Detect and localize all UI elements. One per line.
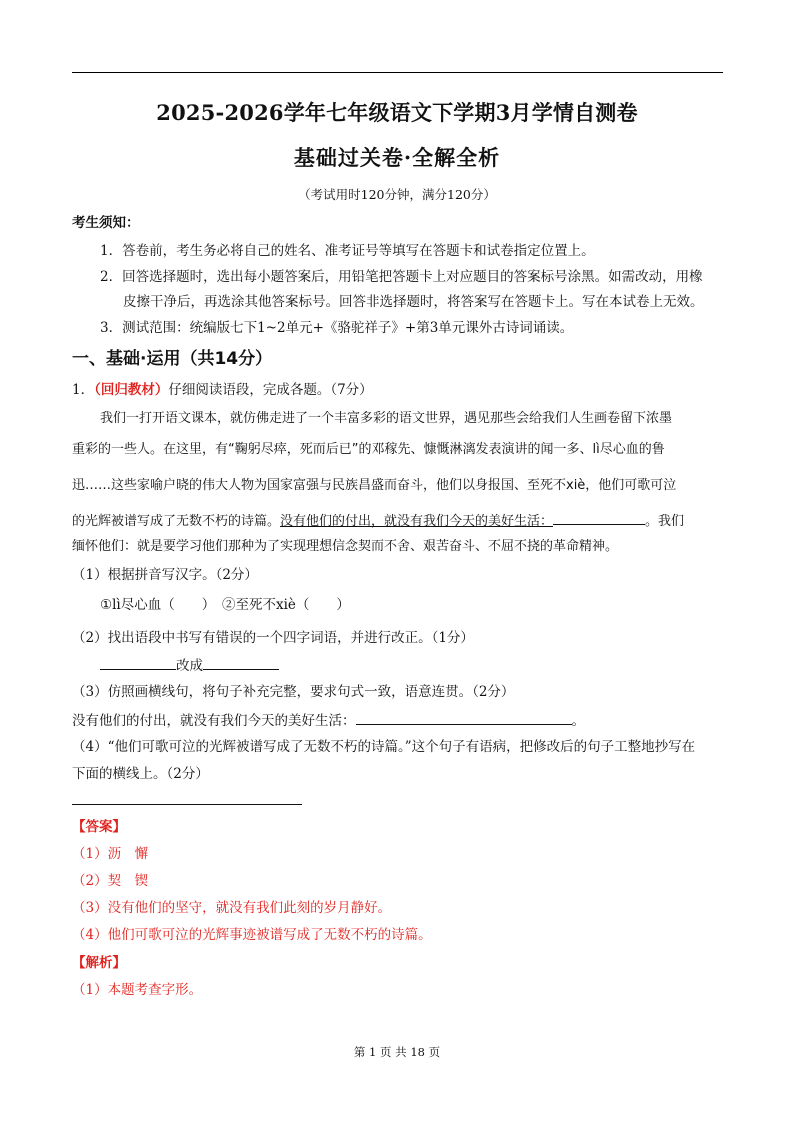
passage-line-4-end: 。我们	[645, 514, 685, 529]
passage-line-2: 重彩的一些人。在这里，有“鞠躬尽瘁，死而后已”的邓稼先、慷慨淋漓发表演讲的闻一多、lì尽心血的鲁	[72, 442, 665, 457]
passage-line-1: 我们一打开语文课本，就仿佛走进了一个丰富多彩的语文世界，遇见那些会给我们人生画卷留下浓墨	[100, 411, 673, 426]
answer-rule	[72, 804, 302, 805]
answer-3: （3）没有他们的坚守，就没有我们此刻的岁月静好。	[72, 900, 392, 916]
sub-question-4a: （4）“他们可歌可泣的光辉被谱写成了无数不朽的诗篇。”这个句子有语病，把修改后的句子工整地抄写在	[72, 739, 696, 755]
sub-question-4b: 下面的横线上。（2分）	[72, 766, 209, 782]
analysis-1: （1）本题考查字形。	[72, 982, 203, 998]
change-to-label: 改成	[176, 658, 203, 674]
answer-2: （2）契 锲	[72, 873, 149, 889]
instruction-item-2a: 2．回答选择题时，选出每小题答案后，用铅笔把答题卡上对应题目的答案标号涂黑。如需改动，用橡	[100, 269, 703, 285]
sub-question-1-items: ①lì尽心血（ ） ②至死不xiè（ ）	[100, 597, 350, 613]
sub-question-3: （3）仿照画横线句，将句子补充完整，要求句式一致，语意连贯。（2分）	[72, 684, 515, 700]
sub-question-1: （1）根据拼音写汉字。（2分）	[72, 567, 258, 583]
passage-line-4-start: 的光辉被谱写成了无数不朽的诗篇。	[72, 514, 281, 529]
sub-question-2-fill	[100, 656, 279, 675]
question-1-header	[72, 381, 373, 399]
instruction-item-2b: 皮擦干净后，再选涂其他答案标号。回答非选择题时，将答案写在答题卡上。写在本试卷上无效。	[123, 294, 704, 310]
sub-question-3-fill	[72, 711, 585, 730]
exam-title: 2025-2026学年七年级语文下学期3月学情自测卷	[156, 100, 638, 125]
sub-question-3-sentence: 没有他们的付出，就没有我们今天的美好生活：	[72, 713, 356, 729]
passage-line-4	[72, 511, 684, 531]
top-rule	[72, 72, 723, 73]
passage-line-3: 迅……这些家喻户晓的伟大人物为国家富强与民族昌盛而奋斗，他们以身报国、至死不xiè，他们可歌可泣	[72, 478, 677, 493]
fill-blank-left	[100, 656, 176, 670]
answer-1: （1）沥 懈	[72, 846, 149, 862]
instruction-item-1: 1．答卷前，考生务必将自己的姓名、准考证号等填写在答题卡和试卷指定位置上。	[100, 243, 595, 259]
answer-heading: 【答案】	[72, 819, 126, 835]
section-title: 一、基础·运用（共14分）	[72, 349, 273, 369]
exam-subtitle: 基础过关卷·全解全析	[293, 145, 501, 170]
exam-info: （考试用时120分钟，满分120分）	[298, 187, 496, 202]
sub-question-3-end: 。	[571, 713, 585, 729]
page-footer: 第 1 页 共 18 页	[353, 1045, 441, 1059]
sub-question-3-blank	[356, 711, 572, 725]
underlined-sentence: 没有他们的付出，就没有我们今天的美好生活：	[280, 514, 554, 529]
instruction-item-3: 3．测试范围：统编版七下1~2单元+《骆驼祥子》+第3单元课外古诗词诵读。	[100, 320, 574, 336]
instructions-heading: 考生须知：	[72, 215, 140, 231]
answer-4: （4）他们可歌可泣的光辉事迹被谱写成了无数不朽的诗篇。	[72, 927, 432, 943]
analysis-heading: 【解析】	[72, 955, 126, 971]
passage-blank	[553, 511, 645, 525]
passage-line-5: 缅怀他们：就是要学习他们那种为了实现理想信念契而不舍、艰苦奋斗、不屈不挠的革命精神。	[72, 539, 619, 554]
fill-blank-right	[203, 656, 279, 670]
question-prompt: 仔细阅读语段，完成各题。（7分）	[168, 382, 373, 398]
sub-question-2: （2）找出语段中书写有错误的一个四字词语，并进行改正。（1分）	[72, 630, 474, 646]
question-number: 1．	[72, 382, 95, 398]
question-tag: （回归教材）	[94, 382, 169, 398]
